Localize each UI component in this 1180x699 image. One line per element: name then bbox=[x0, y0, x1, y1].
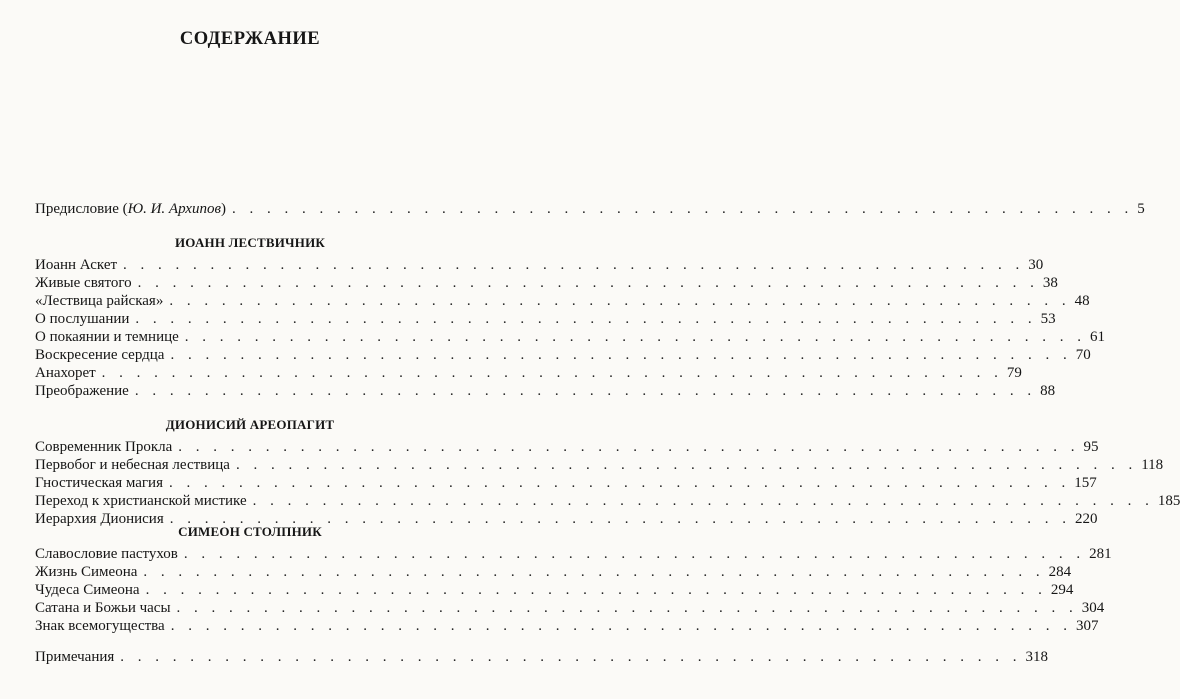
toc-entry[interactable] bbox=[35, 599, 1105, 617]
section-heading: СИМЕОН СТОЛПНИК bbox=[178, 524, 322, 539]
toc-entry[interactable] bbox=[35, 438, 1099, 456]
page-title: СОДЕРЖАНИЕ bbox=[179, 29, 321, 49]
leader-dots: . . . . . . . . . . . . . . . . . . . . . . . . . . . . . . . . . . . . . . . . . . . . . . . . . . . . bbox=[183, 546, 1086, 562]
toc-entry-preface[interactable] bbox=[35, 200, 1145, 218]
leader-dots: . . . . . . . . . . . . . . . . . . . . . . . . . . . . . . . . . . . . . . . . . . . . . . . . . . . . bbox=[169, 511, 1071, 527]
leader-dots: . . . . . . . . . . . . . . . . . . . . . . . . . . . . . . . . . . . . . . . . . . . . . . . . . . . . bbox=[169, 293, 1071, 309]
toc-page-number: 157 bbox=[1074, 475, 1097, 491]
toc-entry[interactable] bbox=[35, 346, 1091, 364]
toc-page-number: 5 bbox=[1137, 201, 1145, 217]
toc-page-number: 304 bbox=[1081, 600, 1105, 616]
leader-dots: . . . . . . . . . . . . . . . . . . . . . . . . . . . . . . . . . . . . . . . . . . . . . . . . . . . . bbox=[134, 383, 1037, 399]
toc-entry-label: Знак всемогущества bbox=[35, 618, 165, 634]
toc-entry-label: Чудеса Симеона bbox=[35, 582, 140, 598]
leader-dots: . . . . . . . . . . . . . . . . . . . . . . . . . . . . . . . . . . . . . . . . . . . . . . . . . . . . bbox=[178, 439, 1080, 455]
toc-entry[interactable] bbox=[35, 617, 1099, 635]
leader-dots: . . . . . . . . . . . . . . . . . . . . . . . . . . . . . . . . . . . . . . . . . . . . . . . . . . . . bbox=[168, 475, 1071, 491]
section-heading: ДИОНИСИЙ АРЕОПАГИТ bbox=[165, 417, 335, 432]
section-heading: ИОАНН ЛЕСТВИЧНИК bbox=[174, 235, 326, 250]
toc-page-number: 53 bbox=[1040, 311, 1056, 327]
toc-entry[interactable] bbox=[35, 310, 1056, 328]
toc-page-number: 70 bbox=[1075, 347, 1091, 363]
leader-dots: . . . . . . . . . . . . . . . . . . . . . . . . . . . . . . . . . . . . . . . . . . . . . . . . . . . . bbox=[145, 582, 1047, 598]
toc-entry[interactable] bbox=[35, 292, 1090, 310]
toc-entry-label: Современник Прокла bbox=[35, 439, 173, 455]
leader-dots: . . . . . . . . . . . . . . . . . . . . . . . . . . . . . . . . . . . . . . . . . . . . . . . . . . . . bbox=[101, 365, 1003, 381]
toc-entry-label: Сатана и Божьи часы bbox=[35, 600, 171, 616]
leader-dots: . . . . . . . . . . . . . . . . . . . . . . . . . . . . . . . . . . . . . . . . . . . . . . . . . . . . bbox=[135, 311, 1037, 327]
toc-entry-label: Первобог и небесная лествица bbox=[35, 457, 230, 473]
toc-entry-label: «Лествица райская» bbox=[35, 293, 164, 309]
toc-entry-label: Гностическая магия bbox=[35, 475, 163, 491]
toc-entry-label: О покаянии и темнице bbox=[35, 329, 179, 345]
toc-entry[interactable] bbox=[35, 382, 1056, 400]
leader-dots: . . . . . . . . . . . . . . . . . . . . . . . . . . . . . . . . . . . . . . . . . . . . . . . . . . . . bbox=[123, 257, 1025, 273]
toc-page-number: 118 bbox=[1141, 457, 1164, 473]
leader-dots: . . . . . . . . . . . . . . . . . . . . . . . . . . . . . . . . . . . . . . . . . . . . . . . . . . . . bbox=[120, 649, 1022, 665]
toc-entry[interactable] bbox=[35, 545, 1112, 563]
leader-dots: . . . . . . . . . . . . . . . . . . . . . . . . . . . . . . . . . . . . . . . . . . . . . . . . . . . . bbox=[235, 457, 1138, 473]
leader-dots: . . . . . . . . . . . . . . . . . . . . . . . . . . . . . . . . . . . . . . . . . . . . . . . . . . . . bbox=[184, 329, 1087, 345]
leader-dots: . . . . . . . . . . . . . . . . . . . . . . . . . . . . . . . . . . . . . . . . . . . . . . . . . . . . bbox=[252, 493, 1154, 509]
toc-page-number: 61 bbox=[1090, 329, 1106, 345]
leader-dots: . . . . . . . . . . . . . . . . . . . . . . . . . . . . . . . . . . . . . . . . . . . . . . . . . . . . bbox=[231, 201, 1134, 217]
toc-page-number: 95 bbox=[1083, 439, 1099, 455]
toc-page-number: 30 bbox=[1028, 257, 1044, 273]
toc-entry-label: Славословие пастухов bbox=[35, 546, 178, 562]
toc-entry[interactable] bbox=[35, 364, 1022, 382]
toc-entry[interactable] bbox=[35, 581, 1074, 599]
toc-page-number: 185 bbox=[1157, 493, 1180, 509]
toc-entry-label: Иоанн Аскет bbox=[35, 257, 118, 273]
toc-entry-label: Живые святого bbox=[35, 275, 132, 291]
toc-entry-label: Преображение bbox=[35, 383, 129, 399]
toc-entry[interactable] bbox=[35, 256, 1044, 274]
toc-entry-label: Предисловие (Ю. И. Архипов) bbox=[35, 201, 226, 217]
toc-entry[interactable] bbox=[35, 563, 1072, 581]
toc-page-number: 220 bbox=[1074, 511, 1098, 527]
toc-entry[interactable] bbox=[35, 274, 1058, 292]
toc-entry[interactable] bbox=[35, 456, 1164, 474]
toc-entry[interactable] bbox=[35, 492, 1180, 510]
toc-page-number: 281 bbox=[1089, 546, 1112, 562]
toc-entry-label: Анахорет bbox=[35, 365, 96, 381]
leader-dots: . . . . . . . . . . . . . . . . . . . . . . . . . . . . . . . . . . . . . . . . . . . . . . . . . . . . bbox=[143, 564, 1045, 580]
toc-entry-label: Жизнь Симеона bbox=[35, 564, 138, 580]
toc-entry-notes[interactable] bbox=[35, 648, 1049, 666]
toc-entry-label: Примечания bbox=[35, 649, 115, 665]
toc-entry-label: Иерархия Дионисия bbox=[35, 511, 164, 527]
toc-page-number: 88 bbox=[1040, 383, 1056, 399]
toc-page-number: 284 bbox=[1048, 564, 1072, 580]
toc-page-number: 307 bbox=[1075, 618, 1099, 634]
toc-entry[interactable] bbox=[35, 328, 1106, 346]
leader-dots: . . . . . . . . . . . . . . . . . . . . . . . . . . . . . . . . . . . . . . . . . . . . . . . . . . . . bbox=[170, 347, 1072, 363]
leader-dots: . . . . . . . . . . . . . . . . . . . . . . . . . . . . . . . . . . . . . . . . . . . . . . . . . . . . bbox=[137, 275, 1039, 291]
toc-entry-label: Воскресение сердца bbox=[35, 347, 165, 363]
toc-page-number: 38 bbox=[1042, 275, 1058, 291]
toc-page-number: 294 bbox=[1050, 582, 1074, 598]
leader-dots: . . . . . . . . . . . . . . . . . . . . . . . . . . . . . . . . . . . . . . . . . . . . . . . . . . . . bbox=[170, 618, 1072, 634]
toc-page-number: 79 bbox=[1006, 365, 1022, 381]
toc-entry-label: О послушании bbox=[35, 311, 130, 327]
toc-entry-label: Переход к христианской мистике bbox=[35, 493, 247, 509]
toc-entry[interactable] bbox=[35, 474, 1097, 492]
preface-author: Ю. И. Архипов bbox=[127, 201, 221, 217]
toc-page-number: 318 bbox=[1025, 649, 1049, 665]
toc-page-number: 48 bbox=[1074, 293, 1090, 309]
leader-dots: . . . . . . . . . . . . . . . . . . . . . . . . . . . . . . . . . . . . . . . . . . . . . . . . . . . . bbox=[176, 600, 1078, 616]
